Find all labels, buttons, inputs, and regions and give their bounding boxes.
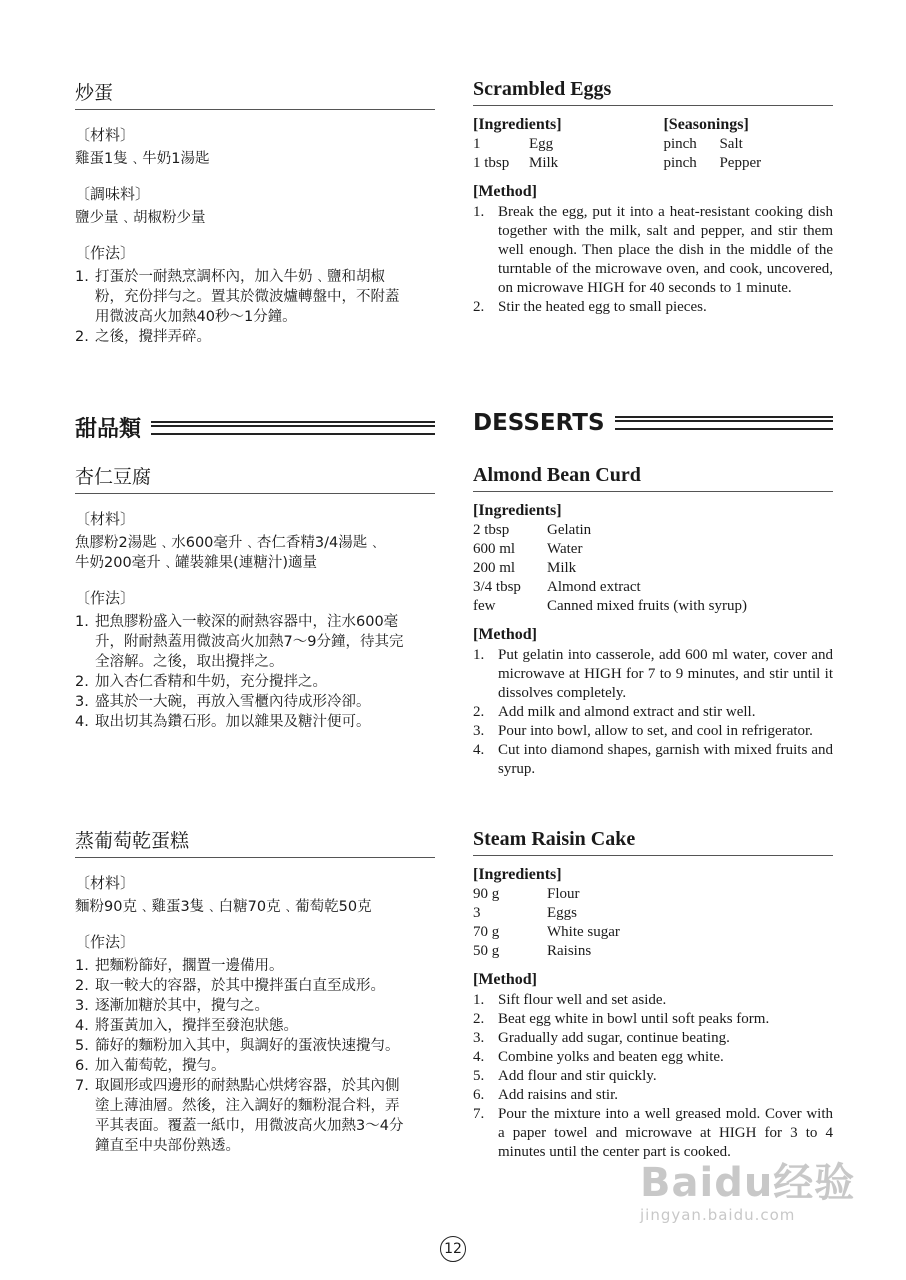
zh-scrambled-eggs-section bbox=[75, 78, 435, 347]
step-text-line: 之後，攪拌弄碎。 bbox=[95, 329, 211, 345]
zh-method-step bbox=[75, 976, 435, 996]
ingredient-row bbox=[473, 597, 747, 616]
step-text: Put gelatin into casserole, add 600 ml water, cover and microwave at HIGH for 7 to 9 minutes, and stir until it dissolves completely. bbox=[498, 647, 833, 701]
en-seasonings-label: [Seasonings] bbox=[663, 116, 749, 133]
zh-raisin-section bbox=[75, 826, 435, 1156]
step-number: 2. bbox=[75, 329, 89, 345]
zh-recipe-title: 杏仁豆腐 bbox=[75, 462, 435, 494]
watermark-brand: Baidu经验 bbox=[640, 1160, 856, 1206]
step-text-line: 加入杏仁香精和牛奶，充分攪拌之。 bbox=[95, 674, 327, 690]
ingredient-name: Milk bbox=[547, 560, 577, 576]
en-ingredients-block bbox=[473, 106, 833, 173]
step-text: Sift flour well and set aside. bbox=[498, 992, 667, 1008]
step-text: Add raisins and stir. bbox=[498, 1087, 618, 1103]
step-text: Pour into bowl, allow to set, and cool in refrigerator. bbox=[498, 723, 813, 739]
zh-recipe-title: 炒蛋 bbox=[75, 78, 435, 110]
en-method-step bbox=[473, 991, 833, 1010]
zh-method-label: 〔作法〕 bbox=[75, 589, 136, 607]
step-number: 4. bbox=[473, 1049, 485, 1065]
step-number: 1. bbox=[473, 647, 485, 663]
heading-rule bbox=[151, 421, 435, 435]
en-method-step bbox=[473, 1048, 833, 1067]
zh-method-label: 〔作法〕 bbox=[75, 933, 136, 951]
ingredient-name: Almond extract bbox=[547, 579, 641, 595]
heading-rule bbox=[615, 416, 833, 430]
ingredient-quantity: 1 bbox=[473, 136, 481, 152]
step-number: 6. bbox=[473, 1087, 485, 1103]
step-number: 2. bbox=[75, 674, 89, 690]
ingredient-quantity: 1 tbsp bbox=[473, 155, 510, 171]
step-number: 7. bbox=[75, 1078, 89, 1094]
ingredient-row bbox=[473, 904, 620, 923]
en-method-list bbox=[473, 646, 833, 779]
zh-ingredients-text: 麵粉90克﹑雞蛋3隻﹑白糖70克﹑葡萄乾50克 bbox=[75, 899, 372, 915]
ingredient-quantity: 3 bbox=[473, 905, 481, 921]
step-text: Beat egg white in bowl until soft peaks form. bbox=[498, 1011, 770, 1027]
en-ingredients-label: [Ingredients] bbox=[473, 502, 562, 519]
zh-ingredients-text: 雞蛋1隻﹑牛奶1湯匙 bbox=[75, 151, 210, 167]
step-text-line: 取出切其為鑽石形。加以雜果及糖汁便可。 bbox=[95, 714, 371, 730]
step-text-line: 粉，充份拌勻之。置其於微波爐轉盤中，不附蓋 bbox=[95, 289, 400, 305]
ingredient-name: Canned mixed fruits (with syrup) bbox=[547, 598, 747, 614]
ingredient-row bbox=[473, 154, 558, 173]
en-method-step bbox=[473, 1067, 833, 1086]
ingredient-quantity: pinch bbox=[663, 155, 697, 171]
step-text bbox=[95, 1016, 298, 1036]
en-method-step bbox=[473, 1105, 833, 1162]
section-heading: 甜品類 bbox=[75, 417, 142, 442]
step-text-line: 取一較大的容器，於其中攪拌蛋白直至成形。 bbox=[95, 978, 385, 994]
step-text-line: 把魚膠粉盛入一較深的耐熱容器中，注水600毫 bbox=[95, 614, 399, 630]
step-text: Add milk and almond extract and stir well. bbox=[498, 704, 756, 720]
zh-method-list bbox=[75, 612, 435, 732]
step-number: 5. bbox=[473, 1068, 485, 1084]
ingredient-quantity: 50 g bbox=[473, 943, 500, 959]
step-number: 3. bbox=[473, 1030, 485, 1046]
ingredient-name: Egg bbox=[529, 136, 554, 152]
ingredient-quantity: 70 g bbox=[473, 924, 500, 940]
step-number: 2. bbox=[473, 1011, 485, 1027]
step-text bbox=[95, 1056, 226, 1076]
zh-method-list bbox=[75, 956, 435, 1156]
step-text-line: 把麵粉篩好，擱置一邊備用。 bbox=[95, 958, 284, 974]
watermark bbox=[640, 1160, 860, 1224]
zh-ingredients-label: 〔材料〕 bbox=[75, 126, 136, 144]
en-recipe-title: Scrambled Eggs bbox=[473, 78, 833, 106]
step-number: 1. bbox=[473, 204, 485, 220]
step-text bbox=[95, 327, 211, 347]
ingredient-quantity: pinch bbox=[663, 136, 697, 152]
en-method-step bbox=[473, 1010, 833, 1029]
ingredient-row bbox=[473, 923, 620, 942]
step-text: Add flour and stir quickly. bbox=[498, 1068, 657, 1084]
step-text bbox=[95, 612, 403, 672]
ingredient-quantity: few bbox=[473, 598, 496, 614]
step-text-line: 鐘直至中央部份熟透。 bbox=[95, 1138, 240, 1154]
en-method-label: [Method] bbox=[473, 971, 537, 988]
zh-method-step bbox=[75, 672, 435, 692]
en-method-step bbox=[473, 646, 833, 703]
en-method-label: [Method] bbox=[473, 626, 537, 643]
ingredient-row bbox=[473, 578, 747, 597]
step-text: Gradually add sugar, continue beating. bbox=[498, 1030, 730, 1046]
step-number: 1. bbox=[75, 614, 89, 630]
en-method-step bbox=[473, 203, 833, 298]
step-text-line: 全溶解。之後，取出攪拌之。 bbox=[95, 654, 284, 670]
en-ingredients-label: [Ingredients] bbox=[473, 866, 562, 883]
en-ingredients-table bbox=[473, 521, 747, 616]
zh-recipe-title: 蒸葡萄乾蛋糕 bbox=[75, 826, 435, 858]
zh-method-step bbox=[75, 267, 435, 327]
step-text bbox=[95, 956, 284, 976]
ingredient-name: Pepper bbox=[719, 155, 762, 171]
step-text: Break the egg, put it into a heat-resistant cooking dish together with the milk, salt and pepper, and stir them well enough. Then place the dish in the middle of the turntable of the microwave oven, and cook, uncovered, on microwave HIGH for 40 seconds to 1 minute. bbox=[498, 204, 833, 296]
step-number: 4. bbox=[473, 742, 485, 758]
ingredient-row bbox=[473, 521, 747, 540]
zh-seasonings-label: 〔調味料〕 bbox=[75, 185, 151, 203]
step-number: 3. bbox=[75, 998, 89, 1014]
zh-ingredients-line: 魚膠粉2湯匙﹑水600毫升﹑杏仁香精3/4湯匙﹑ bbox=[75, 535, 382, 551]
step-text-line: 打蛋於一耐熱烹調杯內，加入牛奶﹑鹽和胡椒 bbox=[95, 269, 385, 285]
en-ingredients-table bbox=[473, 885, 620, 961]
step-text bbox=[95, 672, 327, 692]
en-method-label: [Method] bbox=[473, 183, 537, 200]
en-method-step bbox=[473, 722, 833, 741]
step-number: 4. bbox=[75, 714, 89, 730]
step-text-line: 用微波高火加熱40秒～1分鐘。 bbox=[95, 309, 297, 325]
ingredient-row bbox=[663, 154, 761, 173]
step-text-line: 加入葡萄乾，攪勻。 bbox=[95, 1058, 226, 1074]
zh-ingredients-label: 〔材料〕 bbox=[75, 874, 136, 892]
ingredient-row bbox=[473, 885, 620, 904]
en-method-step bbox=[473, 741, 833, 779]
step-number: 6. bbox=[75, 1058, 89, 1074]
step-text-line: 取圓形或四邊形的耐熱點心烘烤容器，於其內側 bbox=[95, 1078, 400, 1094]
en-method-step bbox=[473, 1086, 833, 1105]
ingredient-row bbox=[473, 540, 747, 559]
ingredient-name: Raisins bbox=[547, 943, 592, 959]
ingredient-quantity: 2 tbsp bbox=[473, 522, 510, 538]
step-text bbox=[95, 1076, 403, 1156]
ingredient-row bbox=[473, 135, 558, 154]
zh-method-step bbox=[75, 712, 435, 732]
zh-method-step bbox=[75, 1056, 435, 1076]
zh-desserts-heading bbox=[75, 412, 435, 443]
ingredient-name: Eggs bbox=[547, 905, 577, 921]
step-text bbox=[95, 712, 371, 732]
en-method-list bbox=[473, 991, 833, 1162]
en-desserts-heading bbox=[473, 410, 833, 436]
step-text-line: 逐漸加糖於其中，攪勻之。 bbox=[95, 998, 269, 1014]
step-text: Cut into diamond shapes, garnish with mixed fruits and syrup. bbox=[498, 742, 833, 777]
en-method-step bbox=[473, 1029, 833, 1048]
step-number: 1. bbox=[473, 992, 485, 1008]
en-ingredients-table bbox=[473, 135, 558, 173]
zh-method-step bbox=[75, 692, 435, 712]
ingredient-quantity: 3/4 tbsp bbox=[473, 579, 521, 595]
en-method-step bbox=[473, 703, 833, 722]
ingredient-row bbox=[663, 135, 761, 154]
step-text-line: 將蛋黃加入，攪拌至發泡狀態。 bbox=[95, 1018, 298, 1034]
zh-method-step bbox=[75, 956, 435, 976]
zh-method-step bbox=[75, 1036, 435, 1056]
step-number: 2. bbox=[75, 978, 89, 994]
zh-method-step bbox=[75, 996, 435, 1016]
zh-ingredients-label: 〔材料〕 bbox=[75, 510, 136, 528]
step-number: 1. bbox=[75, 958, 89, 974]
zh-method-step bbox=[75, 1076, 435, 1156]
en-method-step bbox=[473, 298, 833, 317]
page-number: 12 bbox=[440, 1236, 466, 1262]
en-recipe-title: Steam Raisin Cake bbox=[473, 828, 833, 856]
ingredient-name: Salt bbox=[719, 136, 743, 152]
step-number: 3. bbox=[75, 694, 89, 710]
ingredient-name: Water bbox=[547, 541, 583, 557]
step-text: Stir the heated egg to small pieces. bbox=[498, 299, 707, 315]
ingredient-quantity: 600 ml bbox=[473, 541, 516, 557]
ingredient-quantity: 90 g bbox=[473, 886, 500, 902]
en-almond-section bbox=[473, 464, 833, 779]
step-number: 2. bbox=[473, 299, 485, 315]
step-text-line: 平其表面。覆蓋一紙巾，用微波高火加熱3～4分 bbox=[95, 1118, 404, 1134]
zh-method-label: 〔作法〕 bbox=[75, 244, 136, 262]
en-raisin-section bbox=[473, 828, 833, 1162]
zh-method-step bbox=[75, 1016, 435, 1036]
watermark-url: jingyan.baidu.com bbox=[640, 1206, 796, 1224]
step-text bbox=[95, 267, 400, 327]
zh-almond-section bbox=[75, 462, 435, 732]
zh-ingredients-line: 牛奶200毫升﹑罐裝雜果(連糖汁)適量 bbox=[75, 555, 317, 571]
ingredient-name: Gelatin bbox=[547, 522, 592, 538]
step-number: 1. bbox=[75, 269, 89, 285]
zh-method-step bbox=[75, 327, 435, 347]
en-seasonings-table bbox=[663, 135, 761, 173]
section-heading: DESSERTS bbox=[473, 410, 605, 436]
ingredient-name: White sugar bbox=[547, 924, 620, 940]
step-text bbox=[95, 996, 269, 1016]
step-number: 3. bbox=[473, 723, 485, 739]
step-text-line: 塗上薄油層。然後，注入調好的麵粉混合料，弄 bbox=[95, 1098, 400, 1114]
step-number: 7. bbox=[473, 1106, 485, 1122]
step-text bbox=[95, 1036, 400, 1056]
step-number: 5. bbox=[75, 1038, 89, 1054]
step-number: 4. bbox=[75, 1018, 89, 1034]
step-text-line: 篩好的麵粉加入其中，與調好的蛋液快速攪勻。 bbox=[95, 1038, 400, 1054]
zh-seasonings-text: 鹽少量﹑胡椒粉少量 bbox=[75, 210, 206, 226]
step-text-line: 升，附耐熱蓋用微波高火加熱7～9分鐘，待其完 bbox=[95, 634, 404, 650]
ingredient-quantity: 200 ml bbox=[473, 560, 516, 576]
ingredient-name: Flour bbox=[547, 886, 580, 902]
zh-ingredients-text bbox=[75, 533, 435, 573]
en-method-list bbox=[473, 203, 833, 317]
step-text bbox=[95, 976, 385, 996]
zh-method-step bbox=[75, 612, 435, 672]
ingredient-name: Milk bbox=[529, 155, 559, 171]
en-ingredients-label: [Ingredients] bbox=[473, 116, 562, 133]
step-text-line: 盛其於一大碗，再放入雪櫃內待成形冷卻。 bbox=[95, 694, 371, 710]
step-text: Combine yolks and beaten egg white. bbox=[498, 1049, 724, 1065]
ingredient-row bbox=[473, 942, 620, 961]
step-text bbox=[95, 692, 371, 712]
ingredient-row bbox=[473, 559, 747, 578]
step-text: Pour the mixture into a well greased mold. Cover with a paper towel and microwave at HIGH for 3 to 4 minutes until the center part is cooked. bbox=[498, 1106, 833, 1160]
en-scrambled-eggs-section bbox=[473, 78, 833, 317]
en-recipe-title: Almond Bean Curd bbox=[473, 464, 833, 492]
step-number: 2. bbox=[473, 704, 485, 720]
zh-method-list bbox=[75, 267, 435, 347]
